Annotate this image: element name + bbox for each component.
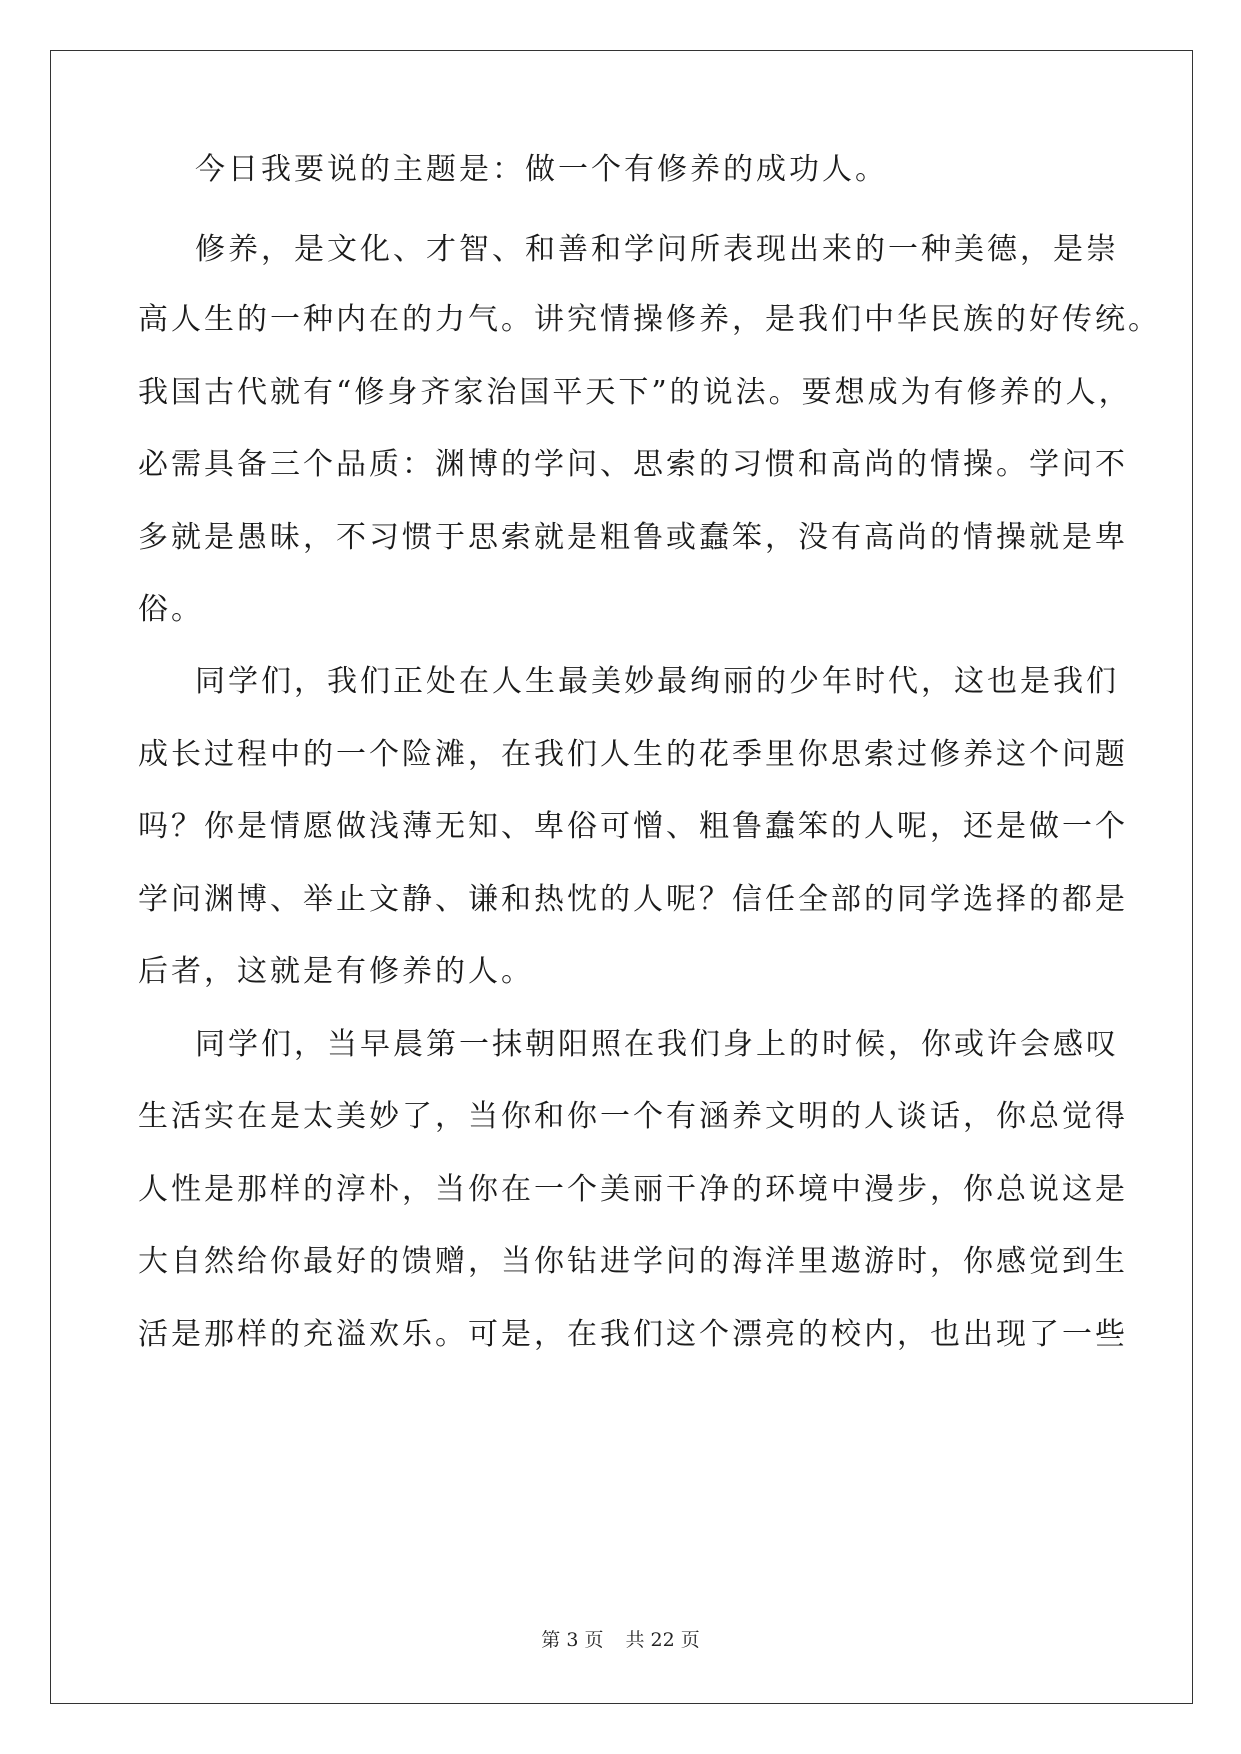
text-line-12: 后者，这就是有修养的人。 bbox=[138, 954, 534, 989]
text-line-11: 学问渊博、举止文静、谦和热忱的人呢？信任全部的同学选择的都是 bbox=[138, 882, 1128, 917]
text-line-8: 同学们，我们正处在人生最美妙最绚丽的少年时代，这也是我们 bbox=[195, 664, 1119, 699]
page-total: 共 22 页 bbox=[625, 1629, 700, 1651]
page-border bbox=[50, 50, 1193, 1704]
text-line-17: 活是那样的充溢欢乐。可是，在我们这个漂亮的校内，也出现了一些 bbox=[138, 1317, 1128, 1352]
text-line-9: 成长过程中的一个险滩，在我们人生的花季里你思索过修养这个问题 bbox=[138, 737, 1128, 772]
text-line-16: 大自然给你最好的馈赠，当你钻进学问的海洋里遨游时，你感觉到生 bbox=[138, 1244, 1128, 1279]
page-number: 第 3 页 bbox=[541, 1629, 604, 1651]
page-footer bbox=[0, 1628, 1241, 1652]
text-line-15: 人性是那样的淳朴，当你在一个美丽干净的环境中漫步，你总说这是 bbox=[138, 1172, 1128, 1207]
text-line-13: 同学们，当早晨第一抹朝阳照在我们身上的时候，你或许会感叹 bbox=[195, 1027, 1119, 1062]
text-line-2: 修养，是文化、才智、和善和学问所表现出来的一种美德，是崇 bbox=[195, 232, 1119, 267]
text-line-4: 我国古代就有“修身齐家治国平天下”的说法。要想成为有修养的人， bbox=[138, 375, 1132, 410]
text-line-3: 高人生的一种内在的力气。讲究情操修养，是我们中华民族的好传统。 bbox=[138, 302, 1161, 337]
text-line-10: 吗？你是情愿做浅薄无知、卑俗可憎、粗鲁蠢笨的人呢，还是做一个 bbox=[138, 809, 1128, 844]
text-line-14: 生活实在是太美妙了，当你和你一个有涵养文明的人谈话，你总觉得 bbox=[138, 1099, 1128, 1134]
text-line-1: 今日我要说的主题是：做一个有修养的成功人。 bbox=[195, 152, 888, 187]
text-line-7: 俗。 bbox=[138, 592, 204, 627]
text-line-5: 必需具备三个品质：渊博的学问、思索的习惯和高尚的情操。学问不 bbox=[138, 447, 1128, 482]
text-line-6: 多就是愚昧，不习惯于思索就是粗鲁或蠢笨，没有高尚的情操就是卑 bbox=[138, 520, 1128, 555]
